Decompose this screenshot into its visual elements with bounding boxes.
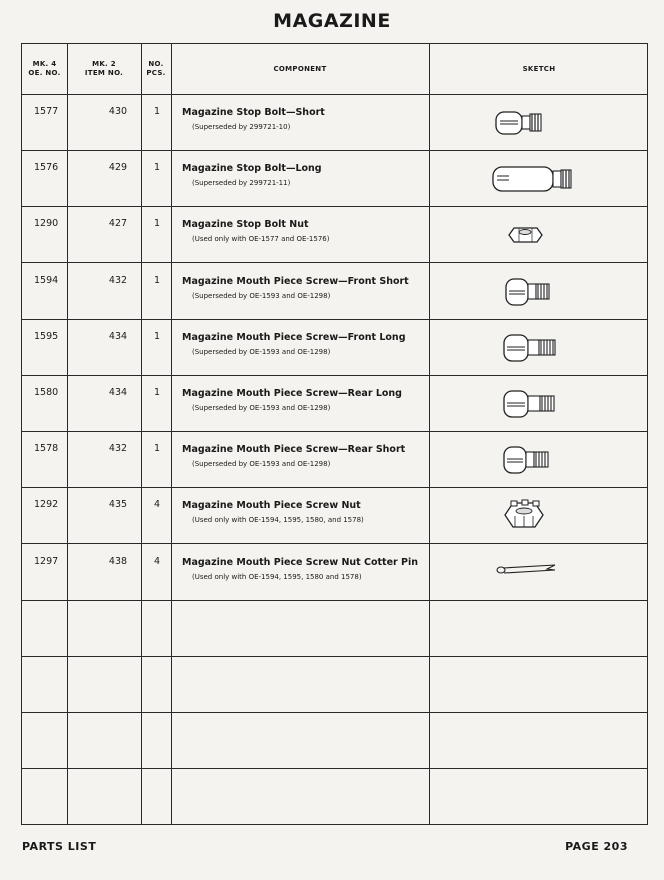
piece-count: 1 [153, 443, 161, 454]
component-note: (Used only with OE-1594, 1595, 1580 and 1578) [192, 573, 362, 581]
component-name: Magazine Stop Bolt Nut [182, 219, 309, 230]
component-note: (Used only with OE-1577 and OE-1576) [192, 235, 330, 243]
castle-nut-icon [429, 487, 649, 543]
header-text: SKETCH [522, 64, 556, 73]
piece-count: 1 [153, 275, 161, 286]
item-number: 432 [108, 275, 128, 286]
component-note: (Used only with OE-1594, 1595, 1580, and 1578) [192, 516, 364, 524]
piece-count: 1 [153, 218, 161, 229]
page-number: PAGE 203 [565, 840, 628, 853]
component-note: (Superseded by 299721-10) [192, 123, 291, 131]
item-number: 438 [108, 556, 128, 567]
header-component [171, 44, 429, 94]
item-number: 429 [108, 162, 128, 173]
component-note: (Superseded by OE-1593 and OE-1298) [192, 348, 331, 356]
empty-table-row [22, 768, 647, 824]
empty-table-row [22, 712, 647, 768]
table-row [22, 544, 647, 600]
component-name: Magazine Mouth Piece Screw Nut Cotter Pin [182, 557, 419, 568]
header-text: MK. 2 [92, 60, 116, 68]
piece-count: 1 [153, 387, 161, 398]
header-text: ITEM NO. [84, 69, 124, 77]
header-sketch [429, 44, 649, 94]
header-text: MK. 4 [32, 60, 57, 68]
long-screw-icon [429, 375, 649, 431]
oe-number: 1290 [34, 218, 59, 229]
piece-count: 1 [153, 162, 161, 173]
oe-number: 1594 [34, 275, 59, 286]
header-mk4-oe-no [22, 44, 67, 94]
long-screw-icon [429, 319, 649, 375]
component-name: Magazine Stop Bolt—Short [182, 107, 325, 118]
component-name: Magazine Stop Bolt—Long [182, 163, 322, 174]
piece-count: 1 [153, 331, 161, 342]
item-number: 427 [108, 218, 128, 229]
header-text: NO. [148, 60, 164, 68]
component-name: Magazine Mouth Piece Screw—Rear Short [182, 444, 406, 455]
table-row [22, 94, 647, 150]
oe-number: 1577 [34, 106, 59, 117]
table-row [22, 150, 647, 206]
header-mk2-item-no [67, 44, 141, 94]
short-bolt-icon [429, 94, 649, 150]
component-name: Magazine Mouth Piece Screw—Front Long [182, 332, 406, 343]
item-number: 434 [108, 331, 128, 342]
oe-number: 1576 [34, 162, 59, 173]
page-title: MAGAZINE [273, 10, 391, 32]
component-name: Magazine Mouth Piece Screw Nut [182, 500, 361, 511]
oe-number: 1595 [34, 331, 59, 342]
item-number: 430 [108, 106, 128, 117]
table-row [22, 431, 647, 487]
empty-table-row [22, 600, 647, 656]
empty-table-row [22, 656, 647, 712]
cotter-pin-icon [429, 544, 649, 600]
table-row [22, 263, 647, 319]
component-note: (Superseded by 299721-11) [192, 179, 291, 187]
component-note: (Superseded by OE-1593 and OE-1298) [192, 460, 331, 468]
header-text: COMPONENT [273, 64, 327, 73]
item-number: 432 [108, 443, 128, 454]
header-text: OE. NO. [28, 69, 61, 77]
short-screw-icon [429, 431, 649, 487]
oe-number: 1580 [34, 387, 59, 398]
component-name: Magazine Mouth Piece Screw—Rear Long [182, 388, 402, 399]
parts-table [21, 43, 648, 825]
hex-nut-icon [429, 206, 649, 262]
component-note: (Superseded by OE-1593 and OE-1298) [192, 404, 331, 412]
piece-count: 1 [153, 106, 161, 117]
oe-number: 1578 [34, 443, 59, 454]
item-number: 434 [108, 387, 128, 398]
oe-number: 1297 [34, 556, 59, 567]
header-text: PCS. [146, 69, 166, 77]
table-row [22, 319, 647, 375]
long-bolt-icon [429, 150, 649, 206]
table-row [22, 375, 647, 431]
table-row [22, 487, 647, 543]
short-screw-icon [429, 263, 649, 319]
table-row [22, 206, 647, 262]
header-no-pcs [141, 44, 171, 94]
piece-count: 4 [153, 556, 161, 567]
component-note: (Superseded by OE-1593 and OE-1298) [192, 292, 331, 300]
piece-count: 4 [153, 499, 161, 510]
component-name: Magazine Mouth Piece Screw—Front Short [182, 276, 409, 287]
footer-label: PARTS LIST [22, 840, 97, 853]
item-number: 435 [108, 499, 128, 510]
oe-number: 1292 [34, 499, 59, 510]
